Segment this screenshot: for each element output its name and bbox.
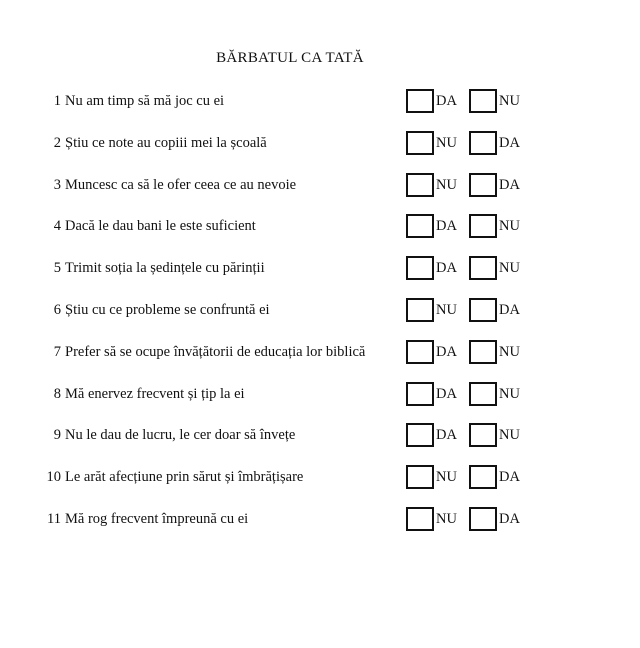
question-number: 8 — [53, 385, 61, 402]
answer-checkbox[interactable] — [469, 214, 497, 238]
question-text: Le arăt afecțiune prin sărut și îmbrățișare — [65, 469, 304, 486]
page-title: BĂRBATUL CA TATĂ — [216, 50, 364, 66]
answer-checkbox[interactable] — [469, 507, 497, 531]
answer-checkbox[interactable] — [406, 298, 434, 322]
question-row — [0, 129, 640, 171]
answer-checkbox[interactable] — [469, 340, 497, 364]
question-number: 5 — [53, 260, 61, 277]
question-number: 10 — [46, 469, 61, 486]
answer-checkbox[interactable] — [469, 173, 497, 197]
answer-label: DA — [436, 93, 457, 109]
question-text: Știu ce note au copiii mei la școală — [65, 134, 267, 151]
answer-label: DA — [499, 469, 520, 486]
question-row — [0, 87, 640, 129]
answer-checkbox[interactable] — [469, 382, 497, 406]
question-number: 3 — [53, 176, 61, 193]
answer-checkbox[interactable] — [406, 507, 434, 531]
answer-label: NU — [499, 93, 520, 109]
question-text: Nu le dau de lucru, le cer doar să învețe — [65, 427, 296, 444]
question-number: 1 — [53, 93, 61, 109]
answer-checkbox[interactable] — [406, 382, 434, 406]
question-list — [0, 87, 640, 547]
answer-label: NU — [499, 385, 520, 402]
answer-label: NU — [499, 260, 520, 277]
question-text: Muncesc ca să le ofer ceea ce au nevoie — [65, 176, 297, 193]
question-row — [0, 338, 640, 380]
answer-checkbox[interactable] — [469, 256, 497, 280]
answer-checkbox[interactable] — [469, 89, 497, 113]
answer-label: NU — [436, 134, 457, 151]
answer-label: NU — [499, 427, 520, 444]
question-text: Prefer să se ocupe învățătorii de educația lor biblică — [65, 343, 366, 360]
question-number: 7 — [53, 343, 61, 360]
answer-checkbox[interactable] — [406, 173, 434, 197]
question-number: 11 — [47, 510, 61, 527]
question-text: Știu cu ce probleme se confruntă ei — [65, 301, 270, 318]
answer-label: NU — [436, 510, 457, 527]
question-row — [0, 463, 640, 505]
question-text: Dacă le dau bani le este suficient — [65, 218, 256, 235]
answer-label: NU — [499, 218, 520, 235]
answer-label: DA — [436, 343, 457, 360]
question-number: 2 — [53, 134, 61, 151]
question-number: 4 — [53, 218, 61, 235]
question-row — [0, 505, 640, 547]
answer-label: NU — [436, 469, 457, 486]
answer-label: DA — [436, 385, 457, 402]
answer-checkbox[interactable] — [406, 465, 434, 489]
answer-label: DA — [499, 134, 520, 151]
question-text: Nu am timp să mă joc cu ei — [65, 93, 225, 109]
question-text: Trimit soția la ședințele cu părinții — [65, 260, 265, 277]
answer-checkbox[interactable] — [406, 340, 434, 364]
answer-checkbox[interactable] — [406, 89, 434, 113]
question-row — [0, 380, 640, 422]
answer-checkbox[interactable] — [406, 423, 434, 447]
answer-label: DA — [436, 427, 457, 444]
answer-checkbox[interactable] — [469, 423, 497, 447]
answer-label: DA — [436, 260, 457, 277]
answer-label: DA — [499, 176, 520, 193]
answer-label: NU — [436, 301, 457, 318]
question-text: Mă rog frecvent împreună cu ei — [65, 510, 249, 527]
answer-checkbox[interactable] — [469, 131, 497, 155]
answer-label: NU — [436, 176, 457, 193]
answer-checkbox[interactable] — [469, 465, 497, 489]
answer-label: NU — [499, 343, 520, 360]
question-row — [0, 212, 640, 254]
answer-checkbox[interactable] — [469, 298, 497, 322]
question-number: 9 — [53, 427, 61, 444]
answer-label: DA — [499, 301, 520, 318]
question-number: 6 — [53, 301, 61, 318]
question-row — [0, 421, 640, 463]
answer-checkbox[interactable] — [406, 131, 434, 155]
answer-label: DA — [499, 510, 520, 527]
question-text: Mă enervez frecvent și țip la ei — [65, 385, 245, 402]
question-row — [0, 171, 640, 213]
question-row — [0, 254, 640, 296]
answer-checkbox[interactable] — [406, 214, 434, 238]
question-row — [0, 296, 640, 338]
answer-checkbox[interactable] — [406, 256, 434, 280]
answer-label: DA — [436, 218, 457, 235]
